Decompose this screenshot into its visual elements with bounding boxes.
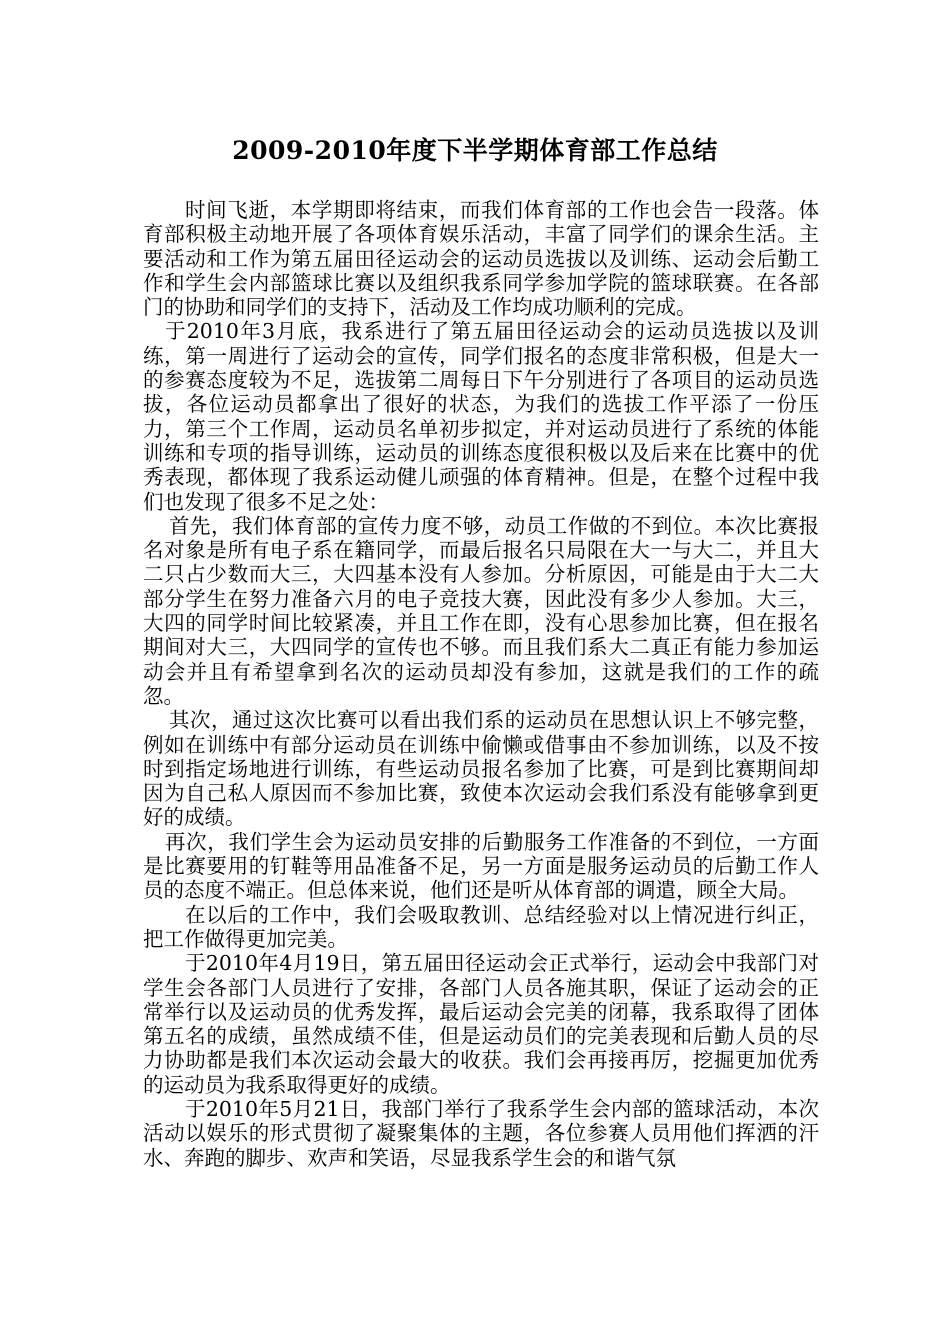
document-title: 2009-2010年度下半学期体育部工作总结 — [232, 136, 718, 165]
paragraph-track-meet-held: 于2010年4月19日，第五届田径运动会正式举行，运动会中我部门对学生会各部门人员进行了安排，各部门人员各施其职，保证了运动会的正常举行以及运动员的优秀发挥，最后运动会完美的闭幕，我系取得了团体第五名的成绩，虽然成绩不佳，但是运动员们的完美表现和后勤人员的尽力协助都是我们本次运动会最大的收获。我们会再接再厉，挖掘更加优秀的运动员为我系取得更好的成绩。 — [143, 951, 819, 1097]
paragraph-improvement: 在以后的工作中，我们会吸取教训、总结经验对以上情况进行纠正，把工作做得更加完美。 — [143, 902, 819, 951]
paragraph-intro: 时间飞逝，本学期即将结束，而我们体育部的工作也会告一段落。体育部积极主动地开展了各项体育娱乐活动，丰富了同学们的课余生活。主要活动和工作为第五届田径运动会的运动员选拔以及训练、运动会后勤工作和学生会内部篮球比赛以及组织我系同学参加学院的篮球联赛。在各部门的协助和同学们的支持下，活动及工作均成功顺利的完成。 — [143, 198, 819, 320]
paragraph-third-issue: 再次，我们学生会为运动员安排的后勤服务工作准备的不到位，一方面是比赛要用的钉鞋等用品准备不足，另一方面是服务运动员的后勤工作人员的态度不端正。但总体来说，他们还是听从体育部的调遣，顾全大局。 — [143, 829, 819, 903]
document-body — [143, 198, 819, 1170]
paragraph-basketball-activity: 于2010年5月21日，我部门举行了我系学生会内部的篮球活动，本次活动以娱乐的形式贯彻了凝聚集体的主题，各位参赛人员用他们挥洒的汗水、奔跑的脚步、欢声和笑语，尽显我系学生会的和谐气氛 — [143, 1096, 819, 1170]
paragraph-track-meet-selection: 于2010年3月底，我系进行了第五届田径运动会的运动员选拔以及训练，第一周进行了运动会的宣传，同学们报名的态度非常积极，但是大一的参赛态度较为不足，选拔第二周每日下午分别进行了各项目的运动员选拔，各位运动员都拿出了很好的状态，为我们的选拔工作平添了一份压力，第三个工作周，运动员名单初步拟定，并对运动员进行了系统的体能训练和专项的指导训练，运动员的训练态度很积极以及后来在比赛中的优秀表现，都体现了我系运动健儿顽强的体育精神。但是，在整个过程中我们也发现了很多不足之处： — [143, 319, 819, 514]
paragraph-first-issue: 首先，我们体育部的宣传力度不够，动员工作做的不到位。本次比赛报名对象是所有电子系在籍同学，而最后报名只局限在大一与大二，并且大二只占少数而大三，大四基本没有人参加。分析原因，可能是由于大二大部分学生在努力准备六月的电子竞技大赛，因此没有多少人参加。大三，大四的同学时间比较紧凑，并且工作在即，没有心思参加比赛，但在报名期间对大三，大四同学的宣传也不够。而且我们系大二真正有能力参加运动会并且有希望拿到名次的运动员却没有参加，这就是我们的工作的疏忽。 — [143, 513, 819, 708]
paragraph-second-issue: 其次，通过这次比赛可以看出我们系的运动员在思想认识上不够完整，例如在训练中有部分运动员在训练中偷懒或借事由不参加训练，以及不按时到指定场地进行训练，有些运动员报名参加了比赛，可是到比赛期间却因为自己私人原因而不参加比赛，致使本次运动会我们系没有能够拿到更好的成绩。 — [143, 708, 819, 830]
